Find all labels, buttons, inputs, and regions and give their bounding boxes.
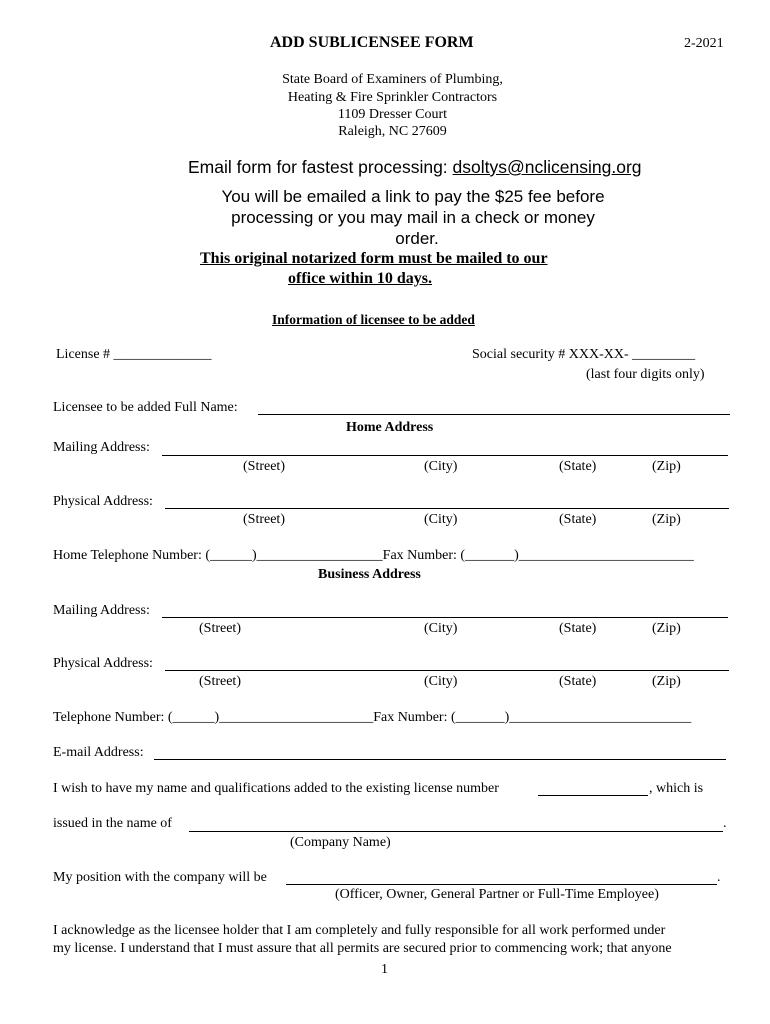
zip-caption: (Zip) <box>652 621 681 636</box>
payment-notice-line2: processing or you may mail in a check or money <box>231 208 595 227</box>
license-number-field[interactable]: License # ______________ <box>56 347 212 362</box>
home-address-heading: Home Address <box>346 420 434 435</box>
business-mailing-input[interactable] <box>162 617 728 618</box>
form-date-code: 2-2021 <box>684 36 724 51</box>
section-title: Information of licensee to be added <box>272 312 475 327</box>
org-address-city: Raleigh, NC 27609 <box>338 124 447 139</box>
period-mark: . <box>723 816 727 831</box>
mail-notice-line1: This original notarized form must be mailed to our <box>200 250 548 267</box>
company-name-input[interactable] <box>189 831 723 832</box>
full-name-input[interactable] <box>258 414 730 415</box>
city-caption: (City) <box>424 512 458 527</box>
ssn-field[interactable]: Social security # XXX-XX- _________ <box>472 347 696 362</box>
wish-statement-suffix: , which is <box>649 781 704 796</box>
zip-caption: (Zip) <box>652 459 681 474</box>
contact-email-link[interactable]: dsoltys@nclicensing.org <box>452 157 642 177</box>
business-physical-label: Physical Address: <box>53 656 153 671</box>
street-caption: (Street) <box>199 621 241 636</box>
email-instruction-prefix: Email form for fastest processing: <box>188 157 448 177</box>
mail-notice-line2: office within 10 days. <box>288 270 432 287</box>
email-address-input[interactable] <box>154 759 726 760</box>
acknowledgement-line1: I acknowledge as the licensee holder that I am completely and fully responsible for all work performed under <box>53 923 666 938</box>
state-caption: (State) <box>559 674 597 689</box>
home-phone-fax-field[interactable]: Home Telephone Number: (______)__________________Fax Number: (_______)_________________________ <box>53 548 694 563</box>
position-label: My position with the company will be <box>53 870 267 885</box>
period-mark: . <box>717 870 721 885</box>
zip-caption: (Zip) <box>652 512 681 527</box>
company-name-caption: (Company Name) <box>290 835 391 850</box>
home-mailing-input[interactable] <box>162 455 728 456</box>
payment-notice-line3: order. <box>395 229 439 248</box>
state-caption: (State) <box>559 459 597 474</box>
street-caption: (Street) <box>199 674 241 689</box>
org-address-street: 1109 Dresser Court <box>337 107 448 122</box>
org-name-line2: Heating & Fire Sprinkler Contractors <box>287 90 498 105</box>
city-caption: (City) <box>424 459 458 474</box>
home-physical-label: Physical Address: <box>53 494 153 509</box>
email-address-label: E-mail Address: <box>53 745 144 760</box>
position-caption: (Officer, Owner, General Partner or Full-Time Employee) <box>335 887 659 902</box>
business-physical-input[interactable] <box>165 670 729 671</box>
acknowledgement-line2: my license. I understand that I must assure that all permits are secured prior to commencing work; that anyone <box>53 941 672 956</box>
position-input[interactable] <box>286 884 717 885</box>
existing-license-number-input[interactable] <box>538 795 648 796</box>
street-caption: (Street) <box>243 512 285 527</box>
state-caption: (State) <box>559 621 597 636</box>
city-caption: (City) <box>424 674 458 689</box>
home-physical-input[interactable] <box>165 508 729 509</box>
email-instruction <box>188 157 642 178</box>
form-title: ADD SUBLICENSEE FORM <box>270 34 474 51</box>
ssn-note: (last four digits only) <box>586 367 705 382</box>
business-address-heading: Business Address <box>318 567 421 582</box>
org-name-line1: State Board of Examiners of Plumbing, <box>282 72 503 87</box>
payment-notice-line1: You will be emailed a link to pay the $25 fee before <box>221 187 605 206</box>
business-phone-fax-field[interactable]: Telephone Number: (______)______________________Fax Number: (_______)__________________________ <box>53 710 692 725</box>
zip-caption: (Zip) <box>652 674 681 689</box>
page-number: 1 <box>381 962 388 977</box>
wish-statement: I wish to have my name and qualifications added to the existing license number <box>53 781 499 796</box>
state-caption: (State) <box>559 512 597 527</box>
full-name-label: Licensee to be added Full Name: <box>53 400 238 415</box>
home-mailing-label: Mailing Address: <box>53 440 150 455</box>
city-caption: (City) <box>424 621 458 636</box>
issued-name-label: issued in the name of <box>53 816 172 831</box>
street-caption: (Street) <box>243 459 285 474</box>
business-mailing-label: Mailing Address: <box>53 603 150 618</box>
